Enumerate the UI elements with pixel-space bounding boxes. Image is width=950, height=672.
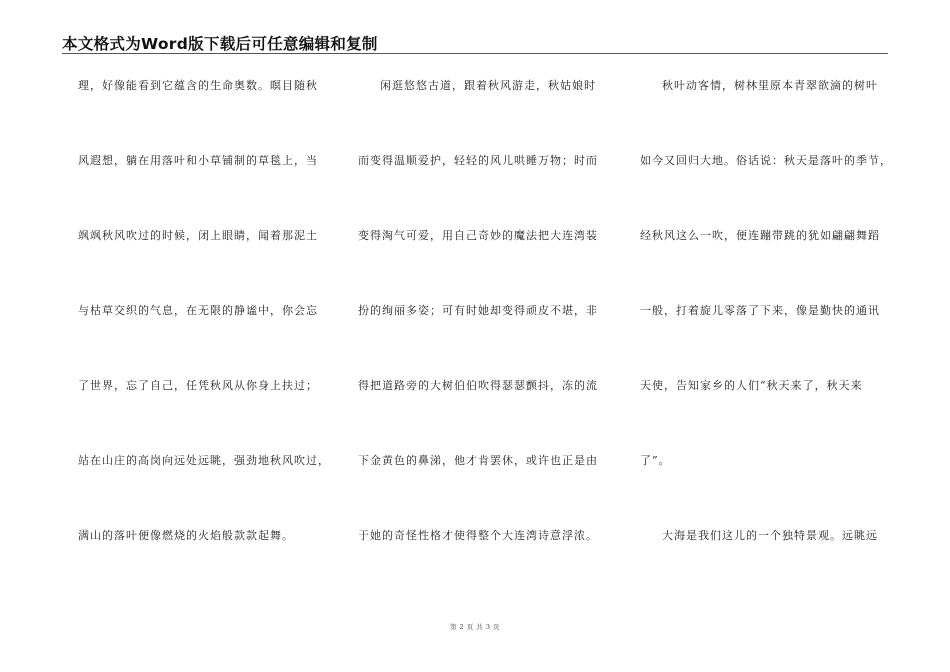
- text-line: 于她的奇怪性格才使得整个大连湾诗意浮浓。: [358, 529, 598, 542]
- text-column-3: [640, 0, 890, 600]
- page-number: 第 2 页 共 3 页: [449, 623, 501, 631]
- text-line: 变得淘气可爱，用自己奇妙的魔法把大连湾装: [358, 229, 598, 242]
- text-line: 下金黄色的鼻涕，他才肯罢休，或许也正是由: [358, 454, 598, 467]
- text-line: 了”。: [640, 454, 671, 467]
- text-line: 天使，告知家乡的人们“秋天来了，秋天来: [640, 379, 863, 392]
- text-column-2: [358, 0, 608, 600]
- text-line: 飒飒秋风吹过的时候，闭上眼睛，闻着那泥土: [78, 229, 318, 242]
- text-line: 大海是我们这儿的一个独特景观。远眺远: [662, 529, 878, 542]
- text-line: 一般，打着旋儿零落了下来，像是勤快的通讯: [640, 304, 880, 317]
- text-line: 理，好像能看到它蕴含的生命奥数。暝目随秋: [78, 79, 318, 92]
- document-header-title: 本文格式为Word版下载后可任意编辑和复制: [62, 35, 378, 53]
- text-line: 经秋风这么一吹，便连蹦带跳的犹如翩翩舞蹈: [640, 229, 880, 242]
- text-line: 扮的绚丽多姿；可有时她却变得顽皮不堪，非: [358, 304, 598, 317]
- text-line: 得把道路旁的大树伯伯吹得瑟瑟颤抖，冻的流: [358, 379, 598, 392]
- text-line: 风遐想，躺在用落叶和小草铺制的草毯上，当: [78, 154, 318, 167]
- text-line: 了世界，忘了自己，任凭秋风从你身上扶过；: [78, 379, 318, 392]
- text-line: 而变得温顺爱护，轻轻的风儿哄睡万物；时而: [358, 154, 598, 167]
- text-line: 秋叶动客情，树林里原本青翠欲滴的树叶: [662, 79, 878, 92]
- text-line: 与枯草交织的气息，在无限的静谧中，你会忘: [78, 304, 318, 317]
- text-line: 如今又回归大地。俗话说：秋天是落叶的季节，: [640, 154, 892, 167]
- text-line: 站在山庄的高岗向远处远眺，强劲地秋风吹过，: [78, 454, 330, 467]
- text-column-1: [78, 0, 328, 600]
- text-line: 满山的落叶便像燃烧的火焰般款款起舞。: [78, 529, 294, 542]
- text-line: 闲逛悠悠古道，跟着秋风游走，秋姑娘时: [380, 79, 596, 92]
